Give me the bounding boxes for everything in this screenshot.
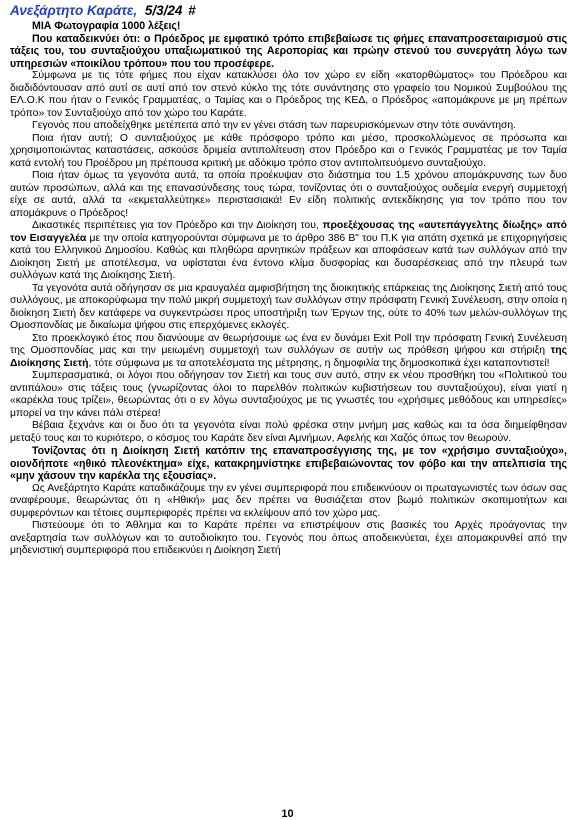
- paragraph-7-start: Στο προεκλογικό έτος που διανύουμε αν θεωρήσουμε ως ένα εν δυνάμει Exit Poll την πρόσφατη Γενική Συνέλευση της Ομοσπονδίας μας και την μειωμένη συμμετοχή των συλλόγων σε αυτήν ως πρόθεση ψήφου και στήριξη: [10, 332, 567, 356]
- paragraph-5-emphasis: προεξέχουσας της «αυτεπάγγελτης δίωξης» από τον Εισαγγελέα: [10, 220, 567, 244]
- paragraph-8: Συμπερασματικά, οι λόγοι που οδήγησαν τον Σιετή και τους συν αυτό, στην εκ νέου προσθήκη του «Πολιτικού του αντιπάλου» στις τάξεις τους (γνωρίζοντας όλοι το παρελθόν πολιτικών κυβιστήσεων του συνταξιούχου), είναι γιατί η «καρέκλα τους τρίζει», θεωρώντας ότι ο εν λόγω συνταξιούχος με τις γνωστές του «χρήσιμες μεθόδους και υπηρεσίες» μπορεί να την κάνει πάλι στέρεα!: [10, 370, 567, 419]
- header-date: 5/3/24: [144, 3, 183, 18]
- header-hash: #: [188, 3, 196, 18]
- paragraph-12: Πιστεύουμε ότι το Άθλημα και το Καράτε πρέπει να επιστρέψουν στις βασικές του Αρχές προάγοντας την ανεξαρτησία των συλλόγων και το αυτοδιοίκητο του. Γεγονός που όπως αποδεικνύεται, έχει απομακρυνθεί από την μηδενιστική συμπεριφορά που επιδεικνύει η Διοίκηση Σιετή: [10, 520, 567, 556]
- paragraph-4: Ποια ήταν όμως τα γεγονότα αυτά, τα οποία προέκυψαν στο διάστημα του 1.5 χρόνου απομάκρυνσης των δυο αυτών προσώπων, αλλά και της επανασύνδεσης τους τώρα, τονίζοντας ότι ο συνταξιούχος ουδεμία ενεργή συμμετοχή είχε σε αυτά, αλλά τα «εκμεταλλεύτηκε» περιστασιακά! Εν είδη πολιτικής αντεκδίκησης για τον τρόπο που τον απομάκρυνε ο Πρόεδρος!: [10, 170, 567, 219]
- lead-line-1: ΜΙΑ Φωτογραφία 1000 λέξεις!: [32, 20, 181, 32]
- paragraph-7: [10, 333, 567, 371]
- paragraph-2: Γεγονός που αποδείχθηκε μετέπειτα από την εν γένει στάση των παρευρισκόμενων στην τότε συνάντηση.: [32, 120, 517, 131]
- lead-line-2: Που καταδεικνύει ότι: ο Πρόεδρος με εμφατικό τρόπο επιβεβαίωσε τις φήμες επαναπροσεταιρισμού στις τάξεις του, του συνταξιούχου υπαξιωματικού της Αεροπορίας και πρώην στενού του συνεργάτη λόγω των υπηρεσιών «ποικίλου τρόπου» που του προσέφερε.: [10, 32, 567, 70]
- header-title: Ανεξάρτητο Καράτε,: [10, 3, 138, 18]
- paragraph-5-end: με την οποία κατηγορούνται σύμφωνα με το άρθρο 386 Β" του Π.Κ για απάτη σχετικά με επιχορηγήσεις κατά του Ελληνικού Δημοσίου. Καθώς και πληθώρα αρνητικών πράξεων και αποφάσεων κατά των συλλόγων από την Διοίκηση Σιετή με αποτέλεσμα, να υφίσταται ένα έντονο κλίμα δυσφορίας και δυσαρέσκειας από την πλευρά των συλλόγων κατά της Διοίκησης Σιετή.: [10, 232, 567, 281]
- paragraph-7-emphasis: της Διοίκησης Σιετή: [10, 345, 567, 369]
- paragraph-1: Σύμφωνα με τις τότε φήμες που είχαν κατακλύσει όλο τον χώρο εν είδη «κατορθώματος» του Πρόεδρου και διαδιδόντουσαν από αυτί σε αυτί από τον στενό κύκλο της τότε συνάντησης στο γραφείο του Νομικού Συμβούλου της ΕΛ.Ο.Κ που ήταν ο Γενικός Γραμματέας, ο Ταμίας και ο Πρόεδρος της ΚΕΔ, ο Πρόεδρος «απομάκρυνε με μη πρέπων τρόπο» τον Συνταξιούχο από τον χώρο του Καράτε.: [10, 70, 567, 119]
- document-header: [10, 3, 567, 19]
- page-number: 10: [281, 808, 294, 820]
- paragraph-5: [10, 220, 567, 283]
- paragraph-5-start: Δικαστικές περιπέτειες για τον Πρόεδρο και την Διοίκηση του,: [32, 220, 323, 231]
- paragraph-10: Τονίζοντας ότι η Διοίκηση Σιετή κατόπιν της επαναπροσέγγισης της, με τον «χρήσιμο συνταξιούχο», οιονδήποτε «ηθικό πλεονέκτημα» είχε, κατακρημνίστηκε επιβεβαιώνοντας τον φόβο και την απελπισία της «μην χάσουν την καρέκλα της εξουσίας».: [10, 445, 567, 482]
- paragraph-11: Ως Ανεξάρτητο Καράτε καταδικάζουμε την εν γένει συμπεριφορά που επιδεικνύουν οι πρωταγωνιστές των όσων σας αναφέρουμε, θεωρώντας ότι η «Ηθική» μας δεν πρέπει να θυσιάζεται στον βωμό πολιτικών σκοπιμοτήτων και συμφερόντων και τέτοιες συμπεριφορές πρέπει να εκλείψουν από τον χώρο μας.: [10, 482, 567, 519]
- paragraph-3: Ποια ήταν αυτή; Ο συνταξιούχος με κάθε πρόσφορο τρόπο και μέσο, προσκολλώμενος σε πρόσωπα και χρησιμοποιώντας καταστάσεις, ασκούσε δριμεία αντιπολίτευση στον Πρόεδρο και ο Γενικός Γραμματέας με τον Ταμία κατά εντολή του Προέδρου μη πρέπουσα κριτική με αδόκιμο τρόπο στον αντιπολιτευόμενο συνταξιούχο.: [10, 132, 567, 169]
- paragraph-9: Βέβαια ξεχνάνε και οι δυο ότι τα γεγονότα είναι πολύ φρέσκα στην μνήμη μας καθώς και τα όσα διημείφθησαν μεταξύ τους και το κυριότερο, ο κόσμος του Καράτε δεν είναι Αμνήμων, Αφελής και Χαζός όπως τον θεωρούν.: [10, 420, 567, 444]
- paragraph-7-end: , τότε σύμφωνα με τα αποτελέσματα της μέτρησης, η δημοφιλία της δημοσκοπικά έχει καταποντιστεί!: [88, 357, 550, 369]
- paragraph-6: Τα γεγονότα αυτά οδήγησαν σε μια κραυγαλέα αμφισβήτηση της διοικητικής επάρκειας της Διοίκησης Σιετή από τους συλλόγους, με αποκορύφωμα την πολύ μικρή συμμετοχή των συλλόγων στην πρόσφατη Γενική Συνέλευση, στην οποία η διοίκηση Σιετή δεν κατάφερε να συγκεντρώσει προς υποστήριξη των Έργων της, ούτε το 40% των μελών-συλλόγων της Ομοσπονδίας με δικαίωμα ψήφου στις επερχόμενες εκλογές.: [10, 282, 567, 331]
